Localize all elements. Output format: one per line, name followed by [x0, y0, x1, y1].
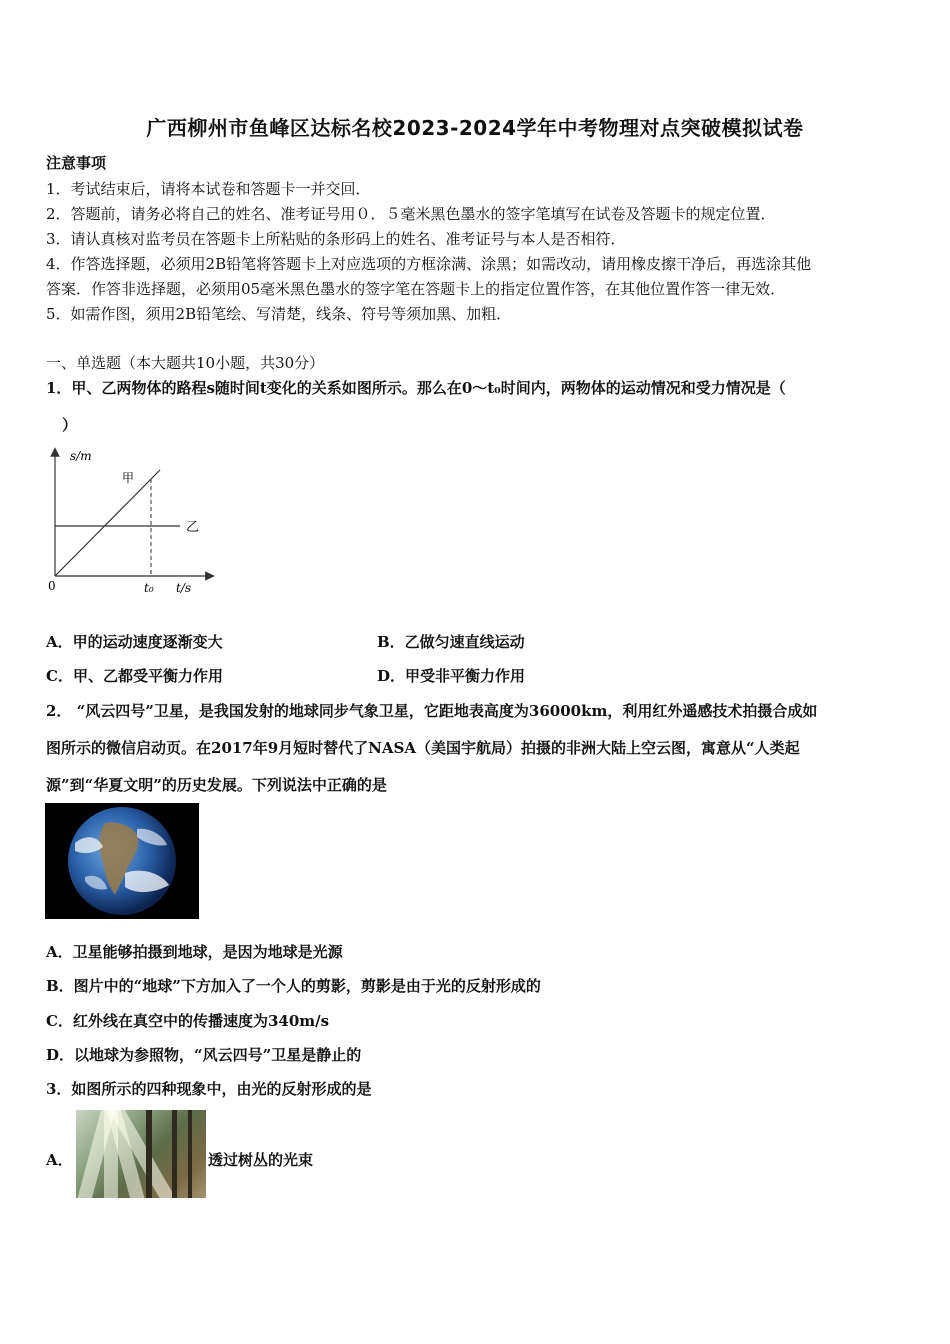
series-jia-label: 甲 — [122, 471, 135, 485]
q1-option-b[interactable]: B．乙做匀速直线运动 — [377, 633, 525, 651]
notice-item: 2．答题前，请务必将自己的姓名、准考证号用０．５毫米黑色墨水的签字笔填写在试卷及答题卡的规定位置． — [46, 205, 776, 223]
question-3-stem: 3．如图所示的四种现象中，由光的反射形成的是 — [46, 1080, 372, 1098]
question-2-stem-cont: 源”到“华夏文明”的历史发展。下列说法中正确的是 — [46, 776, 387, 794]
q3-option-a-letter[interactable]: A． — [46, 1151, 73, 1169]
y-axis-label: s/m — [70, 449, 92, 463]
st-graph-figure — [40, 440, 220, 600]
section-heading: 一、单选题（本大题共10小题，共30分） — [46, 354, 325, 372]
q2-option-c[interactable]: C．红外线在真空中的传播速度为340m/s — [46, 1012, 330, 1030]
notice-item: 3．请认真核对监考员在答题卡上所粘贴的条形码上的姓名、准考证号与本人是否相符． — [46, 230, 626, 248]
page-title: 广西柳州市鱼峰区达标名校2023-2024学年中考物理对点突破模拟试卷 — [146, 116, 804, 140]
q1-option-a[interactable]: A．甲的运动速度逐渐变大 — [46, 633, 223, 651]
question-2-stem: 2． “风云四号”卫星，是我国发射的地球同步气象卫星，它距地表高度为36000km，利用红外遥感技术拍摄合成如 — [46, 702, 818, 720]
t0-label: t₀ — [144, 581, 154, 595]
q2-option-d[interactable]: D．以地球为参照物，“风云四号”卫星是静止的 — [46, 1046, 362, 1064]
question-1-stem-cont: ） — [62, 416, 78, 434]
q1-option-c[interactable]: C．甲、乙都受平衡力作用 — [46, 667, 223, 685]
notice-item: 5．如需作图，须用2B铅笔绘、写清楚，线条、符号等须加黑、加粗． — [46, 305, 512, 323]
series-jia-line — [55, 470, 160, 576]
earth-image — [45, 803, 199, 919]
x-axis-label: t/s — [176, 581, 192, 595]
origin-label: 0 — [48, 579, 56, 593]
q2-option-a[interactable]: A．卫星能够拍摄到地球，是因为地球是光源 — [46, 943, 343, 961]
question-1-stem: 1．甲、乙两物体的路程s随时间t变化的关系如图所示。那么在0～t₀时间内，两物体的运动情况和受力情况是（ — [46, 379, 786, 397]
notice-item: 1．考试结束后，请将本试卷和答题卡一并交回． — [46, 180, 371, 198]
forest-light-image — [76, 1110, 206, 1198]
q3-option-a-text[interactable]: 透过树丛的光束 — [208, 1151, 314, 1169]
q2-option-b[interactable]: B．图片中的“地球”下方加入了一个人的剪影，剪影是由于光的反射形成的 — [46, 977, 541, 995]
series-yi-label: 乙 — [186, 520, 200, 535]
notice-item: 答案．作答非选择题，必须用05毫米黑色墨水的签字笔在答题卡上的指定位置作答，在其他位置作答一律无效． — [46, 280, 786, 298]
notice-item: 4．作答选择题，必须用2B铅笔将答题卡上对应选项的方框涂满、涂黑；如需改动，请用橡皮擦干净后，再选涂其他 — [46, 255, 812, 273]
q1-option-d[interactable]: D．甲受非平衡力作用 — [377, 667, 526, 685]
notice-heading: 注意事项 — [46, 154, 107, 172]
question-2-stem-cont: 图所示的微信启动页。在2017年9月短时替代了NASA（美国宇航局）拍摄的非洲大陆上空云图，寓意从“人类起 — [46, 739, 800, 757]
